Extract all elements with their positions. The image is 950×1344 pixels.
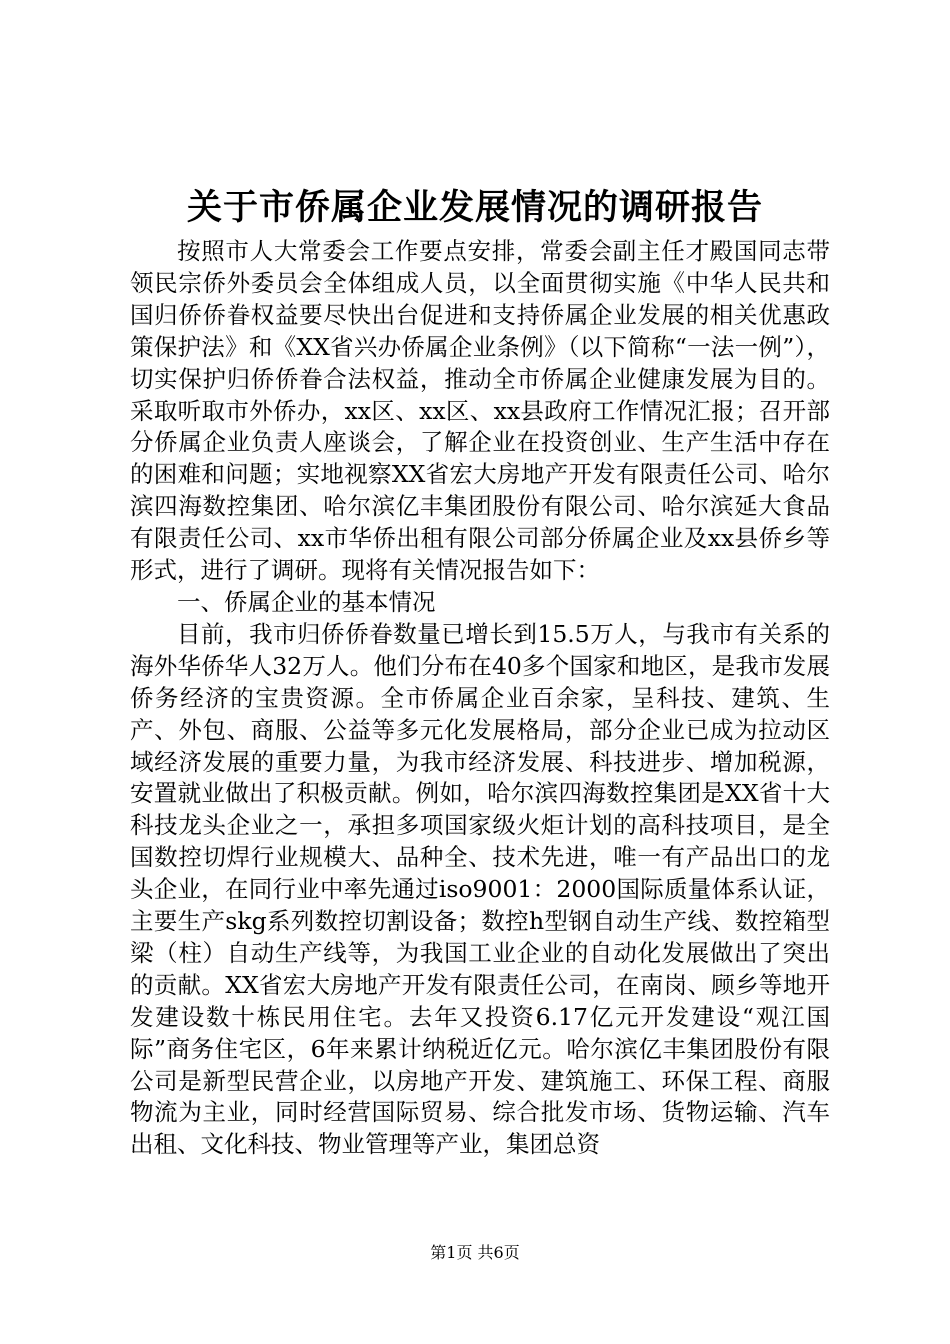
- intro-paragraph: 按照市人大常委会工作要点安排，常委会副主任才殿国同志带领民宗侨外委员会全体组成人员，以全面贯彻实施《中华人民共和国归侨侨眷权益要尽快出台促进和支持侨属企业发展的相关优惠政策保护法》和《XX省兴办侨属企业条例》（以下简称“一法一例”），切实保护归侨侨眷合法权益，推动全市侨属企业健康发展为目的。采取听取市外侨办，xx区、xx区、xx县政府工作情况汇报；召开部分侨属企业负责人座谈会，了解企业在投资创业、生产生活中存在的困难和问题；实地视察XX省宏大房地产开发有限责任公司、哈尔滨四海数控集团、哈尔滨亿丰集团股份有限公司、哈尔滨延大食品有限责任公司、xx市华侨出租有限公司部分侨属企业及xx县侨乡等形式，进行了调研。现将有关情况报告如下：: [130, 237, 830, 585]
- page-number-footer: 第1页 共6页: [430, 1243, 520, 1262]
- document-title: 关于市侨属企业发展情况的调研报告: [186, 187, 763, 228]
- body-paragraph: 目前，我市归侨侨眷数量已增长到15.5万人，与我市有关系的海外华侨华人32万人。他们分布在40多个国家和地区，是我市发展侨务经济的宝贵资源。全市侨属企业百余家，呈科技、建筑、生产、外包、商服、公益等多元化发展格局，部分企业已成为拉动区域经济发展的重要力量，为我市经济发展、科技进步、增加税源，安置就业做出了积极贡献。例如，哈尔滨四海数控集团是XX省十大科技龙头企业之一，承担多项国家级火炬计划的高科技项目，是全国数控切焊行业规模大、品种全、技术先进，唯一有产品出口的龙头企业，在同行业中率先通过iso9001：2000国际质量体系认证，主要生产skg系列数控切割设备；数控h型钢自动生产线、数控箱型梁（柱）自动生产线等，为我国工业企业的自动化发展做出了突出的贡献。XX省宏大房地产开发有限责任公司，在南岗、顾乡等地开发建设数十栋民用住宅。去年又投资6.17亿元开发建设“观江国际”商务住宅区，6年来累计纳税近亿元。哈尔滨亿丰集团股份有限公司是新型民营企业，以房地产开发、建筑施工、环保工程、商服物流为主业，同时经营国际贸易、综合批发市场、货物运输、汽车出租、文化科技、物业管理等产业，集团总资: [130, 619, 830, 1159]
- section-heading: 一、侨属企业的基本情况: [177, 587, 436, 616]
- document-body: [130, 236, 830, 1161]
